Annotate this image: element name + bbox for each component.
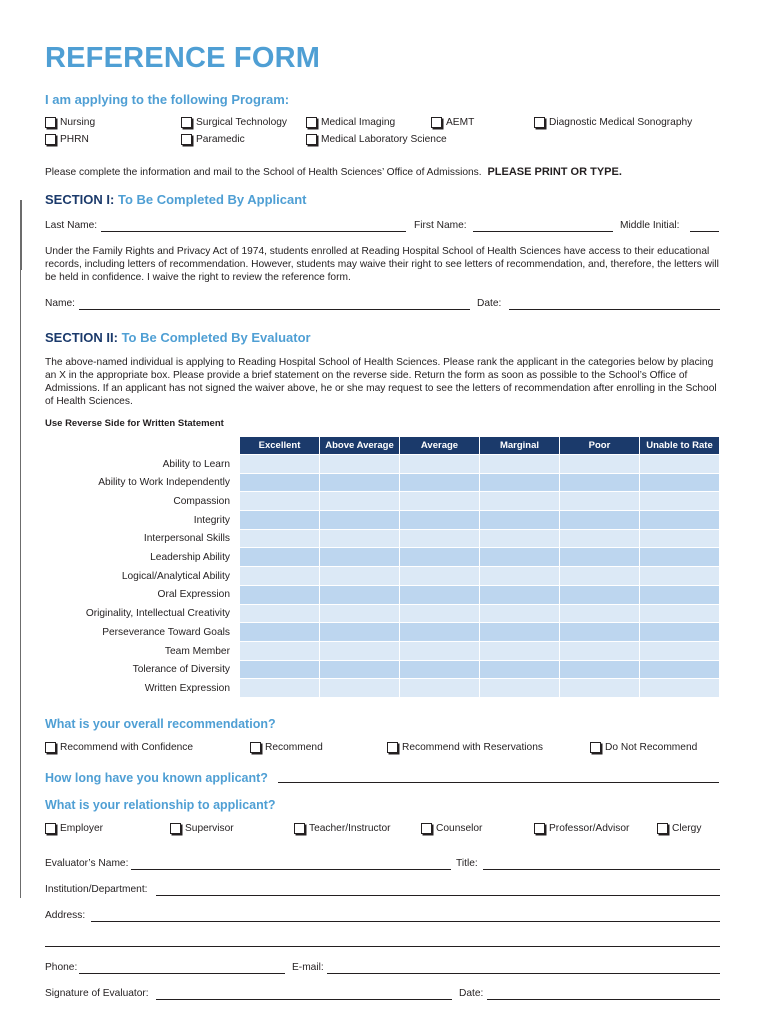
program-surgical-technology-checkbox[interactable]: Surgical Technology: [181, 117, 287, 128]
institution-field[interactable]: [156, 895, 720, 896]
address-label: Address:: [45, 910, 86, 921]
checkbox-box[interactable]: [45, 117, 56, 128]
category-label: Ability to Learn: [162, 458, 230, 470]
category-label: Integrity: [193, 514, 230, 526]
rating-cell[interactable]: [240, 585, 320, 604]
checkbox-box[interactable]: [45, 823, 56, 834]
checkbox-box[interactable]: [45, 134, 56, 145]
phone-field[interactable]: [79, 973, 285, 974]
middle-initial-label: Middle Initial:: [620, 220, 680, 231]
rating-cell[interactable]: [640, 455, 720, 474]
rating-cell[interactable]: [480, 641, 560, 660]
email-label: E-mail:: [292, 962, 324, 973]
employer-checkbox[interactable]: Employer: [45, 823, 103, 834]
category-label: Written Expression: [144, 682, 230, 694]
rating-cell[interactable]: [240, 623, 320, 642]
checkbox-box[interactable]: [657, 823, 668, 834]
category-label: Tolerance of Diversity: [132, 664, 230, 676]
evaluator-title-label: Title:: [456, 858, 478, 869]
last-name-label: Last Name:: [45, 220, 98, 231]
reverse-side-note: Use Reverse Side for Written Statement: [45, 418, 224, 429]
rating-cell[interactable]: [480, 567, 560, 586]
rating-cell[interactable]: [560, 567, 640, 586]
page-title: REFERENCE FORM: [45, 42, 321, 74]
rating-row: [240, 548, 719, 567]
evaluator-title-field[interactable]: [483, 869, 720, 870]
rating-cell[interactable]: [400, 585, 480, 604]
rating-cell[interactable]: [240, 660, 320, 679]
signature-label: Signature of Evaluator:: [45, 988, 149, 999]
category-label: Compassion: [173, 495, 230, 507]
applicant-date-label: Date:: [477, 298, 502, 309]
rating-cell[interactable]: [320, 529, 400, 548]
rating-table-body: [240, 455, 719, 697]
instruction-text: Please complete the information and mail to the School of Health Sciences’ Office of Admissions.: [45, 167, 482, 178]
rating-cell[interactable]: [240, 548, 320, 567]
checkbox-box[interactable]: [421, 823, 432, 834]
category-label: Perseverance Toward Goals: [102, 626, 230, 638]
signature-field[interactable]: [156, 999, 452, 1000]
rating-cell[interactable]: [240, 529, 320, 548]
teacher-instructor-checkbox[interactable]: Teacher/Instructor: [294, 823, 391, 834]
rating-cell[interactable]: [320, 641, 400, 660]
checkbox-box[interactable]: [534, 117, 545, 128]
recommend-with-reservations-checkbox[interactable]: Recommend with Reservations: [387, 742, 543, 753]
rating-cell[interactable]: [640, 585, 720, 604]
rating-cell[interactable]: [640, 473, 720, 492]
rating-cell[interactable]: [320, 567, 400, 586]
rating-cell[interactable]: [560, 623, 640, 642]
rating-cell[interactable]: [320, 679, 400, 697]
rating-cell[interactable]: [400, 548, 480, 567]
rating-table: [240, 437, 719, 697]
checkbox-box[interactable]: [294, 823, 305, 834]
rating-row: [240, 473, 719, 492]
rating-cell[interactable]: [320, 492, 400, 511]
rating-cell[interactable]: [640, 548, 720, 567]
checkbox-box[interactable]: [45, 742, 56, 753]
rating-row: [240, 492, 719, 511]
checkbox-box[interactable]: [431, 117, 442, 128]
rating-cell[interactable]: [480, 679, 560, 697]
how-long-question: How long have you known applicant?: [45, 771, 268, 785]
rating-cell[interactable]: [560, 660, 640, 679]
checkbox-box[interactable]: [306, 134, 317, 145]
institution-label: Institution/Department:: [45, 884, 148, 895]
waiver-text: Under the Family Rights and Privacy Act of 1974, students enrolled at Reading Hospital School of Health Sciences have access to their educational records, including letters of recommendation. However, students may waive their right to see letters of recommendation, and, therefore, the letters will be held in confidence. I waive the right to review the reference form.: [45, 246, 719, 283]
rating-cell[interactable]: [560, 511, 640, 530]
rating-cell[interactable]: [560, 455, 640, 474]
rating-cell[interactable]: [240, 511, 320, 530]
rating-cell[interactable]: [400, 604, 480, 623]
professor-advisor-checkbox[interactable]: Professor/Advisor: [534, 823, 629, 834]
rating-cell[interactable]: [480, 585, 560, 604]
rating-cell[interactable]: [640, 604, 720, 623]
program-nursing-checkbox[interactable]: Nursing: [45, 117, 95, 128]
col-excellent: Excellent: [240, 437, 320, 455]
last-name-field[interactable]: [101, 231, 406, 232]
section1-title: To Be Completed By Applicant: [117, 192, 307, 207]
program-sonography-checkbox[interactable]: Diagnostic Medical Sonography: [534, 117, 692, 128]
rating-header-row: [240, 437, 719, 455]
rating-cell[interactable]: [240, 604, 320, 623]
margin-bar-bottom: [20, 270, 21, 898]
rating-row: [240, 623, 719, 642]
category-label: Interpersonal Skills: [143, 533, 230, 545]
checkbox-box[interactable]: [181, 134, 192, 145]
rating-cell[interactable]: [320, 660, 400, 679]
section2-label: SECTION II:: [45, 330, 118, 345]
rating-cell[interactable]: [240, 641, 320, 660]
program-medical-imaging-checkbox[interactable]: Medical Imaging: [306, 117, 395, 128]
section1-label: SECTION I:: [45, 192, 115, 207]
category-label: Leadership Ability: [150, 552, 230, 563]
recommend-checkbox[interactable]: Recommend: [250, 742, 323, 753]
rating-cell[interactable]: [560, 641, 640, 660]
margin-bar-top: [20, 200, 22, 270]
rating-cell[interactable]: [240, 679, 320, 697]
category-label: Logical/Analytical Ability: [121, 570, 230, 582]
rating-cell[interactable]: [320, 455, 400, 474]
rating-cell[interactable]: [480, 548, 560, 567]
checkbox-box[interactable]: [250, 742, 261, 753]
rating-row: [240, 604, 719, 623]
program-paramedic-checkbox[interactable]: Paramedic: [181, 134, 245, 145]
rating-cell[interactable]: [640, 641, 720, 660]
middle-initial-field[interactable]: [690, 231, 719, 232]
rating-row: [240, 455, 719, 474]
rating-cell[interactable]: [400, 529, 480, 548]
section2-intro: The above-named individual is applying to Reading Hospital School of Health Sciences. Please rank the applicant in the categories below by placing an X in the appropriate box. Please provide a brief statement on the reverse side. Return the form as soon as possible to the School’s Office of Admissions. If an applicant has not signed the waiver above, he or she may request to see the letters of recommendation after enrolling in the School of Health Sciences.: [45, 357, 717, 407]
first-name-label: First Name:: [414, 220, 467, 231]
col-above-average: Above Average: [320, 437, 400, 455]
relationship-question: What is your relationship to applicant?: [45, 798, 276, 812]
rating-cell[interactable]: [320, 511, 400, 530]
rating-cell[interactable]: [320, 604, 400, 623]
checkbox-box[interactable]: [181, 117, 192, 128]
rating-row: [240, 641, 719, 660]
rating-cell[interactable]: [640, 529, 720, 548]
counselor-checkbox[interactable]: Counselor: [421, 823, 482, 834]
rating-cell[interactable]: [480, 529, 560, 548]
overall-question: What is your overall recommendation?: [45, 717, 276, 731]
supervisor-checkbox[interactable]: Supervisor: [170, 823, 234, 834]
rating-cell[interactable]: [560, 679, 640, 697]
rating-cell[interactable]: [560, 604, 640, 623]
rating-cell[interactable]: [240, 492, 320, 511]
rating-cell[interactable]: [240, 455, 320, 474]
program-aemt-checkbox[interactable]: AEMT: [431, 117, 474, 128]
how-long-field[interactable]: [278, 782, 719, 783]
applicant-name-label: Name:: [45, 298, 76, 309]
evaluator-date-field[interactable]: [487, 999, 720, 1000]
evaluator-date-label: Date:: [459, 988, 484, 999]
checkbox-box[interactable]: [534, 823, 545, 834]
rating-cell[interactable]: [400, 492, 480, 511]
rating-cell[interactable]: [480, 511, 560, 530]
section2-heading: [45, 330, 311, 345]
rating-cell[interactable]: [400, 623, 480, 642]
rating-cell[interactable]: [480, 455, 560, 474]
rating-row: [240, 679, 719, 697]
rating-row: [240, 585, 719, 604]
rating-cell[interactable]: [640, 679, 720, 697]
address-field[interactable]: [91, 921, 720, 922]
rating-cell[interactable]: [240, 473, 320, 492]
rating-cell[interactable]: [480, 623, 560, 642]
rating-cell[interactable]: [640, 660, 720, 679]
rating-row: [240, 511, 719, 530]
address-field-line2[interactable]: [45, 946, 720, 947]
program-heading: I am applying to the following Program:: [45, 92, 290, 107]
evaluator-name-label: Evaluator’s Name:: [45, 858, 129, 869]
program-medical-lab-science-checkbox[interactable]: Medical Laboratory Science: [306, 134, 447, 145]
rating-cell[interactable]: [480, 473, 560, 492]
first-name-field[interactable]: [473, 231, 613, 232]
rating-cell[interactable]: [640, 567, 720, 586]
rating-cell[interactable]: [560, 473, 640, 492]
rating-cell[interactable]: [560, 548, 640, 567]
rating-cell[interactable]: [560, 529, 640, 548]
section2-title: To Be Completed By Evaluator: [121, 330, 311, 345]
do-not-recommend-checkbox[interactable]: Do Not Recommend: [590, 742, 697, 753]
rating-cell[interactable]: [400, 567, 480, 586]
col-marginal: Marginal: [480, 437, 560, 455]
applicant-name-field[interactable]: [79, 309, 470, 310]
rating-cell[interactable]: [400, 473, 480, 492]
recommend-with-confidence-checkbox[interactable]: Recommend with Confidence: [45, 742, 193, 753]
rating-cell[interactable]: [400, 660, 480, 679]
clergy-checkbox[interactable]: Clergy: [657, 823, 701, 834]
rating-cell[interactable]: [400, 641, 480, 660]
email-field[interactable]: [327, 973, 720, 974]
category-label: Originality, Intellectual Creativity: [85, 608, 230, 620]
rating-cell[interactable]: [320, 623, 400, 642]
rating-cell[interactable]: [560, 492, 640, 511]
rating-cell[interactable]: [560, 585, 640, 604]
rating-cell[interactable]: [320, 548, 400, 567]
section1-heading: [45, 192, 306, 207]
rating-cell[interactable]: [400, 511, 480, 530]
program-phrn-checkbox[interactable]: PHRN: [45, 134, 89, 145]
checkbox-box[interactable]: [306, 117, 317, 128]
rating-cell[interactable]: [640, 623, 720, 642]
rating-cell[interactable]: [480, 660, 560, 679]
checkbox-box[interactable]: [170, 823, 181, 834]
category-label: Ability to Work Independently: [98, 477, 230, 489]
evaluator-name-field[interactable]: [131, 869, 451, 870]
category-label: Team Member: [164, 645, 230, 657]
phone-label: Phone:: [45, 962, 78, 973]
instruction-line: [45, 166, 622, 179]
rating-cell[interactable]: [640, 492, 720, 511]
rating-row: [240, 660, 719, 679]
col-poor: Poor: [560, 437, 640, 455]
rating-cell[interactable]: [480, 604, 560, 623]
applicant-date-field[interactable]: [509, 309, 720, 310]
rating-row: [240, 567, 719, 586]
instruction-bold: PLEASE PRINT OR TYPE.: [487, 166, 622, 178]
checkbox-box[interactable]: [387, 742, 398, 753]
rating-cell[interactable]: [240, 567, 320, 586]
rating-cell[interactable]: [480, 492, 560, 511]
rating-row: [240, 529, 719, 548]
rating-cell[interactable]: [320, 585, 400, 604]
col-average: Average: [400, 437, 480, 455]
col-unable-to-rate: Unable to Rate: [640, 437, 720, 455]
rating-cell[interactable]: [400, 679, 480, 697]
rating-cell[interactable]: [640, 511, 720, 530]
checkbox-box[interactable]: [590, 742, 601, 753]
rating-cell[interactable]: [320, 473, 400, 492]
category-label: Oral Expression: [157, 589, 230, 601]
rating-cell[interactable]: [400, 455, 480, 474]
